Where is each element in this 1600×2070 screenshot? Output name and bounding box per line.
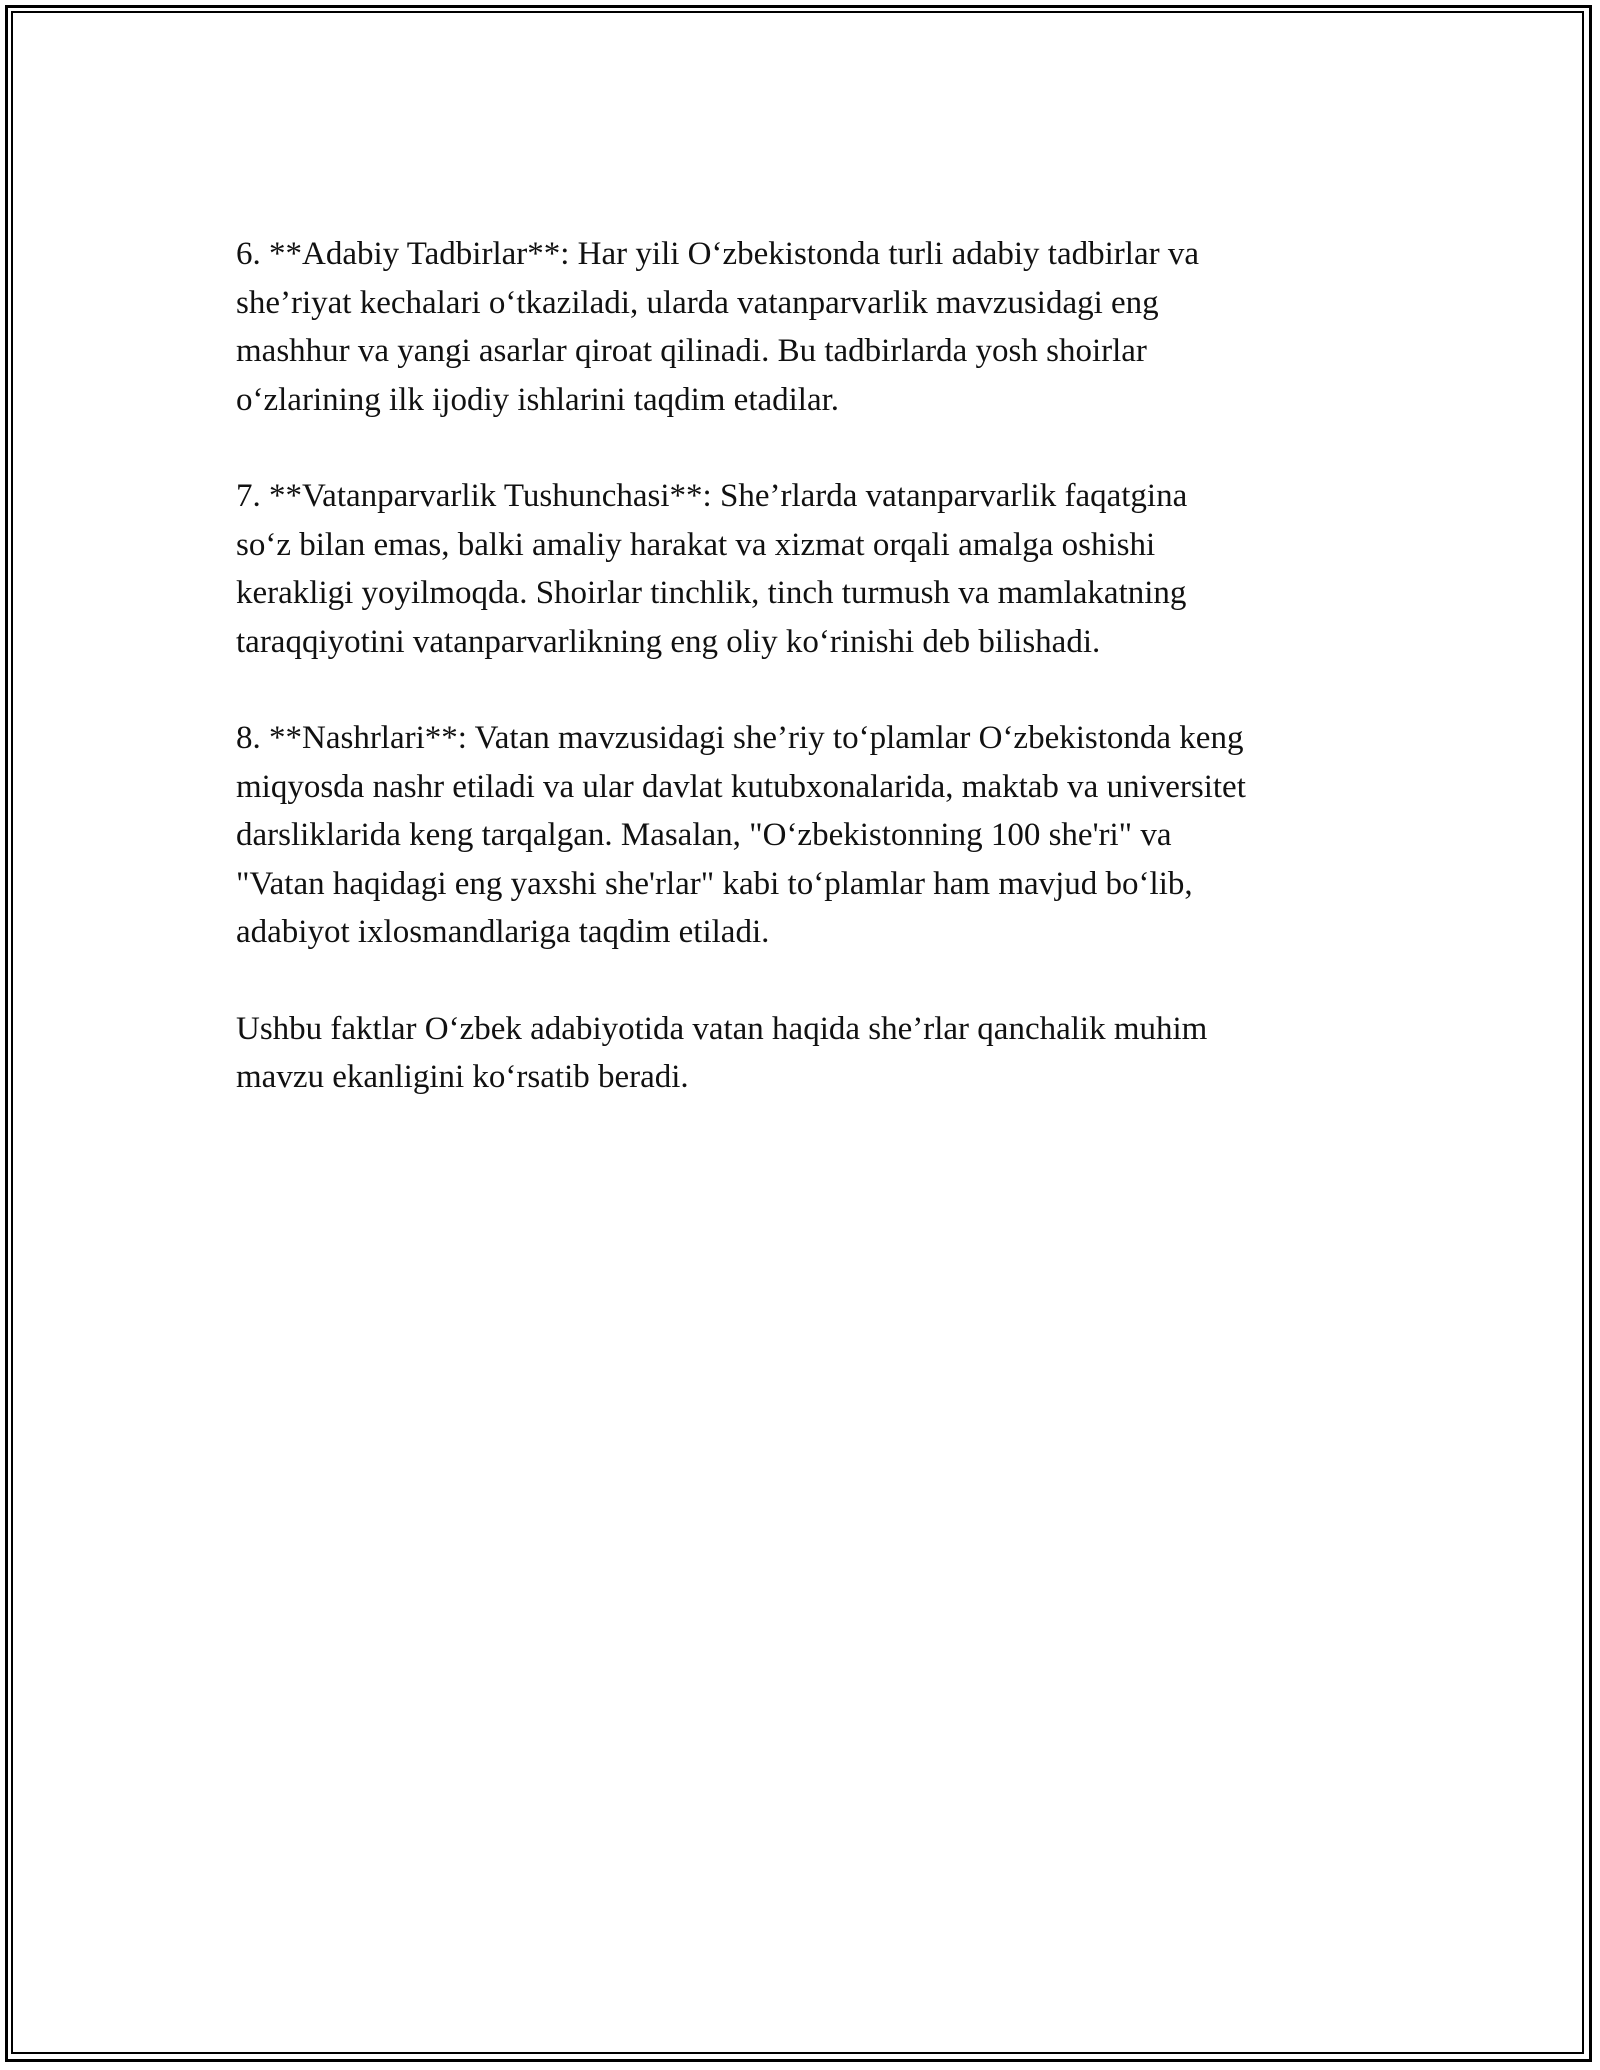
paragraph-patriotism-concept: 7. **Vatanparvarlik Tushunchasi**: She’rlarda vatanparvarlik faqatgina so‘z bilan emas, balki amaliy harakat va xizmat orqali amalga oshishi kerakligi yoyilmoqda. Shoirlar tinchlik, tinch turmush va mamlakatning taraqqiyotini vatanparvarlikning eng oliy ko‘rinishi deb bilishadi. [236,478,1188,660]
paragraph-publications: 8. **Nashrlari**: Vatan mavzusidagi she’riy to‘plamlar O‘zbekistonda keng miqyosda nashr etiladi va ular davlat kutubxonalarida, maktab va universitet darsliklarida keng tarqalgan. Masalan, "O‘zbekistonning 100 she'ri" va "Vatan haqidagi eng yaxshi she'rlar" kabi to‘plamlar ham mavjud bo‘lib, adabiyot ixlosmandlariga taqdim etiladi. [236,720,1246,950]
document-body [236,230,1376,1150]
paragraph-conclusion: Ushbu faktlar O‘zbek adabiyotida vatan haqida she’rlar qanchalik muhim mavzu ekanligini ko‘rsatib beradi. [236,1010,1208,1095]
paragraph-literary-events: 6. **Adabiy Tadbirlar**: Har yili O‘zbekistonda turli adabiy tadbirlar va she’riyat kechalari o‘tkaziladi, ularda vatanparvarlik mavzusidagi eng mashhur va yangi asarlar qiroat qilinadi. Bu tadbirlarda yosh shoirlar o‘zlarining ilk ijodiy ishlarini taqdim etadilar. [236,236,1199,418]
